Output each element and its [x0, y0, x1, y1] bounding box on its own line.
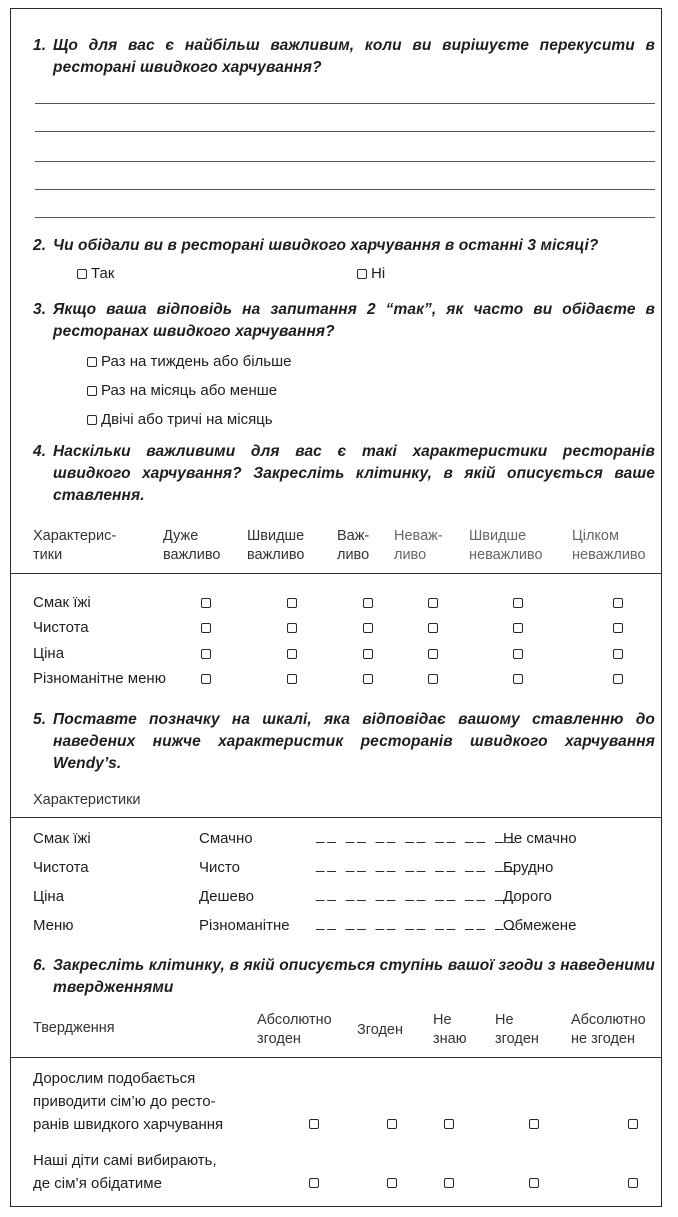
checkbox-icon[interactable]: [613, 598, 623, 608]
checkbox-icon[interactable]: [201, 649, 211, 659]
rating-scale[interactable]: __ __ __ __ __ __ __: [316, 885, 518, 902]
checkbox-icon[interactable]: [287, 598, 297, 608]
checkbox-icon[interactable]: [613, 674, 623, 684]
header-dont-know: Не знаю: [433, 1012, 467, 1047]
checkbox-icon[interactable]: [428, 649, 438, 659]
checkbox-icon[interactable]: [287, 649, 297, 659]
scale-left-label: Чисто: [199, 859, 240, 876]
checkbox-icon[interactable]: [309, 1119, 319, 1129]
scale-right-label: Не смачно: [503, 830, 577, 847]
checkbox-icon[interactable]: [363, 598, 373, 608]
option-yes[interactable]: Так: [77, 265, 114, 282]
header-rather-important: Швидше важливо: [247, 528, 305, 563]
checkbox-icon[interactable]: [513, 623, 523, 633]
question-1: [33, 35, 655, 79]
row-label: Смак їжі: [33, 830, 91, 847]
scale-right-label: Дорого: [503, 888, 552, 905]
table-header-divider: [11, 817, 661, 818]
answer-line[interactable]: [35, 189, 655, 190]
question-number: 6.: [33, 957, 47, 974]
table-header-divider: [11, 573, 661, 574]
rating-scale[interactable]: __ __ __ __ __ __ __: [316, 914, 518, 931]
scale-right-label: Обмежене: [503, 917, 577, 934]
row-label-taste: Смак їжі: [33, 594, 91, 611]
checkbox-icon[interactable]: [444, 1178, 454, 1188]
question-5: [33, 709, 655, 775]
question-3: [33, 299, 655, 343]
question-2: [33, 235, 655, 257]
answer-line[interactable]: [35, 103, 655, 104]
checkbox-icon[interactable]: [387, 1119, 397, 1129]
checkbox-icon[interactable]: [613, 623, 623, 633]
question-4: [33, 441, 655, 507]
question-number: 5.: [33, 711, 47, 728]
header-disagree: Не згоден: [495, 1012, 539, 1047]
checkbox-icon[interactable]: [87, 357, 97, 367]
scale-left-label: Дешево: [199, 888, 255, 905]
header-important: Важ- ливо: [337, 528, 370, 563]
row-label-price: Ціна: [33, 645, 65, 662]
question-number: 1.: [33, 37, 47, 54]
checkbox-icon[interactable]: [628, 1178, 638, 1188]
question-6: [33, 955, 655, 999]
header-characteristics: Характеристики: [33, 792, 141, 808]
checkbox-icon[interactable]: [428, 674, 438, 684]
row-label: Чистота: [33, 859, 89, 876]
table-header-divider: [11, 1057, 661, 1058]
row-label: Меню: [33, 917, 74, 934]
answer-line[interactable]: [35, 217, 655, 218]
row-label-cleanliness: Чистота: [33, 619, 89, 636]
answer-line[interactable]: [35, 161, 655, 162]
rating-scale[interactable]: __ __ __ __ __ __ __: [316, 827, 518, 844]
header-unimportant: Неваж- ливо: [394, 528, 443, 563]
scale-right-label: Брудно: [503, 859, 554, 876]
header-characteristics: Характерис- тики: [33, 528, 117, 563]
checkbox-icon[interactable]: [363, 674, 373, 684]
checkbox-icon[interactable]: [363, 649, 373, 659]
statement-1: Дорослим подобається приводити сім’ю до ресто- ранів швидкого харчування: [33, 1070, 224, 1133]
question-text: Наскільки важливими для вас є такі характеристики ресторанів швидкого харчування? Закресліть клітинку, в якій описується ваше ставлення.: [53, 443, 655, 504]
checkbox-icon[interactable]: [87, 386, 97, 396]
checkbox-icon[interactable]: [428, 598, 438, 608]
checkbox-icon[interactable]: [444, 1119, 454, 1129]
checkbox-icon[interactable]: [529, 1119, 539, 1129]
header-rather-unimportant: Швидше неважливо: [469, 528, 543, 563]
row-label: Ціна: [33, 888, 65, 905]
checkbox-icon[interactable]: [513, 674, 523, 684]
option-weekly[interactable]: Раз на тиждень або більше: [87, 353, 291, 370]
question-number: 2.: [33, 237, 47, 254]
checkbox-icon[interactable]: [77, 269, 87, 279]
question-number: 3.: [33, 301, 47, 318]
scale-left-label: Смачно: [199, 830, 253, 847]
checkbox-icon[interactable]: [428, 623, 438, 633]
statement-2: Наші діти самі вибирають, де сім’я обідатиме: [33, 1152, 217, 1192]
checkbox-icon[interactable]: [287, 623, 297, 633]
checkbox-icon[interactable]: [363, 623, 373, 633]
question-number: 4.: [33, 443, 47, 460]
checkbox-icon[interactable]: [613, 649, 623, 659]
checkbox-icon[interactable]: [513, 649, 523, 659]
checkbox-icon[interactable]: [87, 415, 97, 425]
header-strongly-disagree: Абсолютно не згоден: [571, 1012, 646, 1047]
questionnaire-page: [10, 8, 662, 1207]
checkbox-icon[interactable]: [357, 269, 367, 279]
question-text: Чи обідали ви в ресторані швидкого харчування в останні 3 місяці?: [53, 237, 599, 254]
checkbox-icon[interactable]: [387, 1178, 397, 1188]
option-twice-monthly[interactable]: Двічі або тричі на місяць: [87, 411, 273, 428]
header-completely-unimportant: Цілком неважливо: [572, 528, 646, 563]
checkbox-icon[interactable]: [201, 598, 211, 608]
checkbox-icon[interactable]: [529, 1178, 539, 1188]
checkbox-icon[interactable]: [309, 1178, 319, 1188]
option-no[interactable]: Ні: [357, 265, 385, 282]
header-very-important: Дуже важливо: [163, 528, 221, 563]
checkbox-icon[interactable]: [287, 674, 297, 684]
header-statements: Твердження: [33, 1020, 115, 1036]
question-text: Поставте позначку на шкалі, яка відповідає вашому ставленню до наведених нижче характеристик ресторанів швидкого харчування Wendy’s.: [53, 711, 655, 772]
scale-left-label: Різноманітне: [199, 917, 290, 934]
option-monthly[interactable]: Раз на місяць або менше: [87, 382, 277, 399]
rating-scale[interactable]: __ __ __ __ __ __ __: [316, 856, 518, 873]
question-text: Закресліть клітинку, в якій описується ступінь вашої згоди з наведеними твердженнями: [53, 957, 655, 996]
answer-line[interactable]: [35, 131, 655, 132]
header-agree: Згоден: [357, 1022, 404, 1038]
header-strongly-agree: Абсолютно згоден: [257, 1012, 332, 1047]
question-text: Що для вас є найбільш важливим, коли ви вирішуєте перекусити в ресторані швидкого харчування?: [53, 37, 655, 76]
question-text: Якщо ваша відповідь на запитання 2 “так”, як часто ви обідаєте в ресторанах швидкого харчування?: [53, 301, 655, 340]
checkbox-icon[interactable]: [628, 1119, 638, 1129]
checkbox-icon[interactable]: [201, 623, 211, 633]
checkbox-icon[interactable]: [513, 598, 523, 608]
checkbox-icon[interactable]: [201, 674, 211, 684]
row-label-menu-variety: Різноманітне меню: [33, 670, 166, 687]
